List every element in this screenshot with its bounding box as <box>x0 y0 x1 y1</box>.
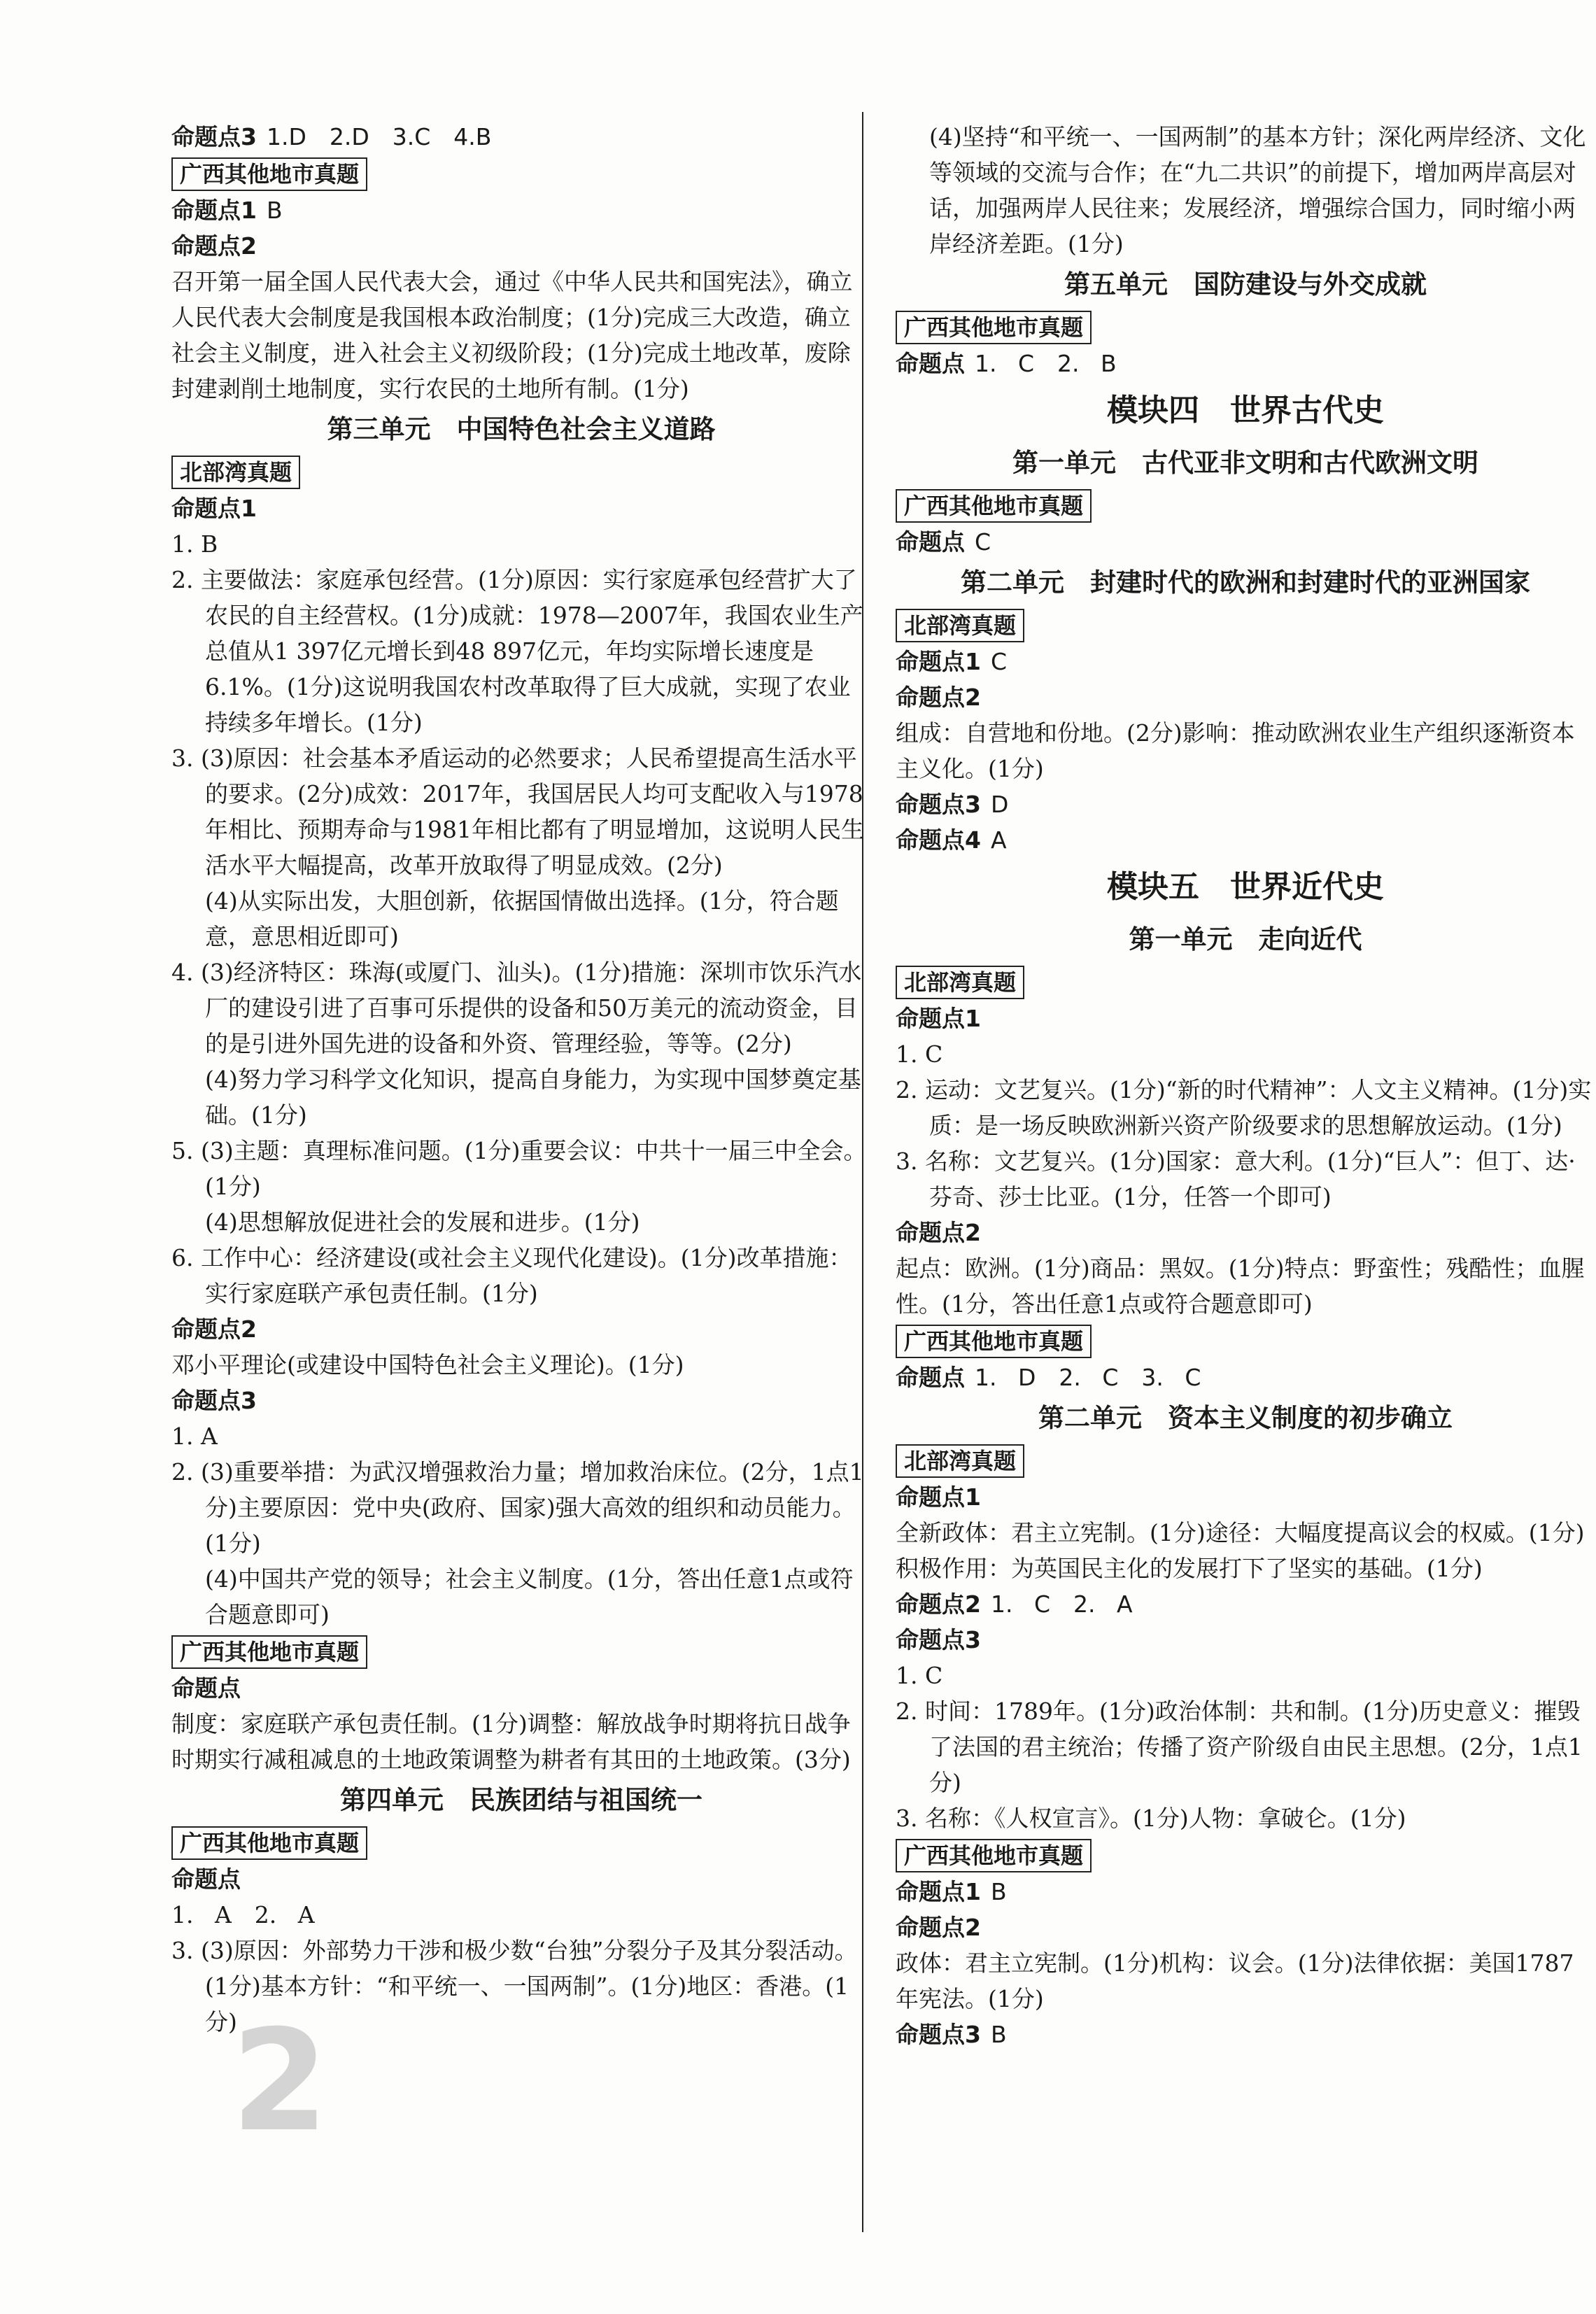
point-label: 命题点1 <box>171 495 257 522</box>
answer: C <box>975 528 991 556</box>
section-badge: 广西其他地市真题 <box>171 157 367 191</box>
point-label: 命题点2 <box>896 1914 981 1941</box>
unit-title: 第三单元 中国特色社会主义道路 <box>327 414 716 444</box>
answer-text: 起点：欧洲。(1分)商品：黑奴。(1分)特点：野蛮性；残酷性；血腥性。(1分，答出任意1点或符合题意即可) <box>896 1255 1585 1318</box>
answer-text: 召开第一届全国人民代表大会，通过《中华人民共和国宪法》，确立人民代表大会制度是我国根本政治制度；(1分)完成三大改造，确立社会主义制度，进入社会主义初级阶段；(1分)完成土地改革，废除封建剥削土地制度，实行农民的土地所有制。(1分) <box>171 268 853 402</box>
right-column <box>896 119 1595 2052</box>
answer-item: 1. B <box>171 530 218 558</box>
section-badge: 广西其他地市真题 <box>171 1826 367 1860</box>
answer: 1. C 2. B <box>975 350 1117 377</box>
answer-item: 1. C <box>896 1662 943 1689</box>
point-label: 命题点 <box>896 350 965 377</box>
answer-text: 制度：家庭联产承包责任制。(1分)调整：解放战争时期将抗日战争时期实行减租减息的土地政策调整为耕者有其田的土地政策。(3分) <box>171 1710 851 1773</box>
module-title: 模块四 世界古代史 <box>1107 393 1384 428</box>
left-column <box>171 119 871 2040</box>
point-label: 命题点1 <box>171 197 257 224</box>
answer-item: 4. (3)经济特区：珠海(或厦门、汕头)。(1分)措施：深圳市饮乐汽水厂的建设引进了百事可乐提供的设备和50万美元的流动资金，目的是引进外国先进的设备和外资、管理经验，等等。(2分) <box>171 959 862 1057</box>
section-badge: 广西其他地市真题 <box>896 489 1092 523</box>
point-label: 命题点 <box>896 528 965 556</box>
answer: 1.D 2.D 3.C 4.B <box>266 123 492 150</box>
answer-subitem: (4)思想解放促进社会的发展和进步。(1分) <box>205 1208 640 1236</box>
answer-text: 全新政体：君主立宪制。(1分)途径：大幅度提高议会的权威。(1分)积极作用：为英国民主化的发展打下了坚实的基础。(1分) <box>896 1519 1585 1582</box>
answer: B <box>990 2021 1007 2048</box>
point-label: 命题点1 <box>896 648 981 675</box>
answer-item: 1. A 2. A <box>171 1901 315 1928</box>
answer-item: 2. (3)重要举措：为武汉增强救治力量；增加救治床位。(2分，1点1分)主要原因：党中央(政府、国家)强大高效的组织和动员能力。(1分) <box>171 1458 864 1557</box>
answer-item: 5. (3)主题：真理标准问题。(1分)重要会议：中共十一届三中全会。(1分) <box>171 1137 867 1200</box>
point-label: 命题点3 <box>896 2021 981 2048</box>
answer-item: 3. 名称：《人权宣言》。(1分)人物：拿破仑。(1分) <box>896 1805 1406 1832</box>
unit-title: 第一单元 走向近代 <box>1129 924 1362 954</box>
section-badge: 广西其他地市真题 <box>896 1325 1092 1358</box>
unit-title: 第五单元 国防建设与外交成就 <box>1064 269 1427 299</box>
section-badge: 广西其他地市真题 <box>896 1839 1092 1872</box>
answer-subitem: (4)坚持“和平统一、一国两制”的基本方针；深化两岸经济、文化等领域的交流与合作；在“九二共识”的前提下，增加两岸高层对话，加强两岸人民往来；发展经济，增强综合国力，同时缩小两岸经济差距。(1分) <box>929 123 1586 257</box>
point-label: 命题点 <box>171 1674 241 1702</box>
answer-item: 1. A <box>171 1423 218 1450</box>
answer: A <box>990 826 1007 854</box>
unit-title: 第一单元 古代亚非文明和古代欧洲文明 <box>1012 448 1478 478</box>
answer-item: 3. (3)原因：外部势力干涉和极少数“台独”分裂分子及其分裂活动。(1分)基本方针：“和平统一、一国两制”。(1分)地区：香港。(1分) <box>171 1937 858 2036</box>
answer: C <box>990 648 1008 675</box>
unit-title: 第二单元 封建时代的欧洲和封建时代的亚洲国家 <box>961 567 1530 598</box>
answer-item: 3. (3)原因：社会基本矛盾运动的必然要求；人民希望提高生活水平的要求。(2分)成效：2017年，我国居民人均可支配收入与1978年相比、预期寿命与1981年相比都有了明显增加，这说明人民生活水平大幅提高，改革开放取得了明显成效。(2分) <box>171 745 864 879</box>
answer: B <box>266 197 283 224</box>
unit-title: 第四单元 民族团结与祖国统一 <box>340 1785 702 1815</box>
point-label: 命题点1 <box>896 1005 981 1032</box>
point-label: 命题点2 <box>896 684 981 711</box>
section-badge: 北部湾真题 <box>171 456 300 489</box>
point-label: 命题点3 <box>896 1626 981 1653</box>
answer-item: 6. 工作中心：经济建设(或社会主义现代化建设)。(1分)改革措施：实行家庭联产承包责任制。(1分) <box>171 1244 852 1307</box>
section-badge: 广西其他地市真题 <box>171 1635 367 1669</box>
point-label: 命题点4 <box>896 826 981 854</box>
answer: 1. D 2. C 3. C <box>975 1364 1201 1391</box>
point-label: 命题点3 <box>171 1387 257 1414</box>
answer-subitem: (4)中国共产党的领导；社会主义制度。(1分，答出任意1点或符合题意即可) <box>205 1565 854 1628</box>
answer-text: 邓小平理论(或建设中国特色社会主义理论)。(1分) <box>171 1351 684 1378</box>
answer-subitem: (4)努力学习科学文化知识，提高自身能力，为实现中国梦奠定基础。(1分) <box>205 1066 861 1129</box>
module-title: 模块五 世界近代史 <box>1107 869 1384 905</box>
answer: D <box>990 791 1009 818</box>
answer-item: 2. 主要做法：家庭承包经营。(1分)原因：实行家庭承包经营扩大了农民的自主经营权。(1分)成就：1978—2007年，我国农业生产总值从1 397亿元增长到48 897亿元，年均实际增长速度是6.1%。(1分)这说明我国农村改革取得了巨大成就，实现了农业持续多年增长。(1分) <box>171 566 863 736</box>
section-badge: 北部湾真题 <box>896 966 1024 999</box>
point-label: 命题点2 <box>896 1219 981 1246</box>
answer: 1. C 2. A <box>990 1590 1133 1618</box>
point-label: 命题点1 <box>896 1878 981 1905</box>
answer: B <box>990 1878 1007 1905</box>
answer-subitem: (4)从实际出发，大胆创新，依据国情做出选择。(1分，符合题意，意思相近即可) <box>205 887 839 950</box>
point-label: 命题点 <box>896 1364 965 1391</box>
answer-item: 2. 时间：1789年。(1分)政治体制：共和制。(1分)历史意义：摧毁了法国的君主统治；传播了资产阶级自由民主思想。(2分，1点1分) <box>896 1698 1583 1796</box>
point-label: 命题点2 <box>896 1590 981 1618</box>
point-label: 命题点2 <box>171 1315 257 1343</box>
answer-text: 政体：君主立宪制。(1分)机构：议会。(1分)法律依据：美国1787年宪法。(1分) <box>896 1949 1574 2012</box>
section-badge: 北部湾真题 <box>896 609 1024 642</box>
answer-item: 3. 名称：文艺复兴。(1分)国家：意大利。(1分)“巨人”：但丁、达·芬奇、莎士比亚。(1分，任答一个即可) <box>896 1148 1576 1211</box>
point-label: 命题点3 <box>896 791 981 818</box>
answer-item: 2. 运动：文艺复兴。(1分)“新的时代精神”：人文主义精神。(1分)实质：是一场反映欧洲新兴资产阶级要求的思想解放运动。(1分) <box>896 1076 1592 1139</box>
page-number: 2 <box>231 2000 329 2163</box>
answer-item: 1. C <box>896 1040 943 1068</box>
point-label: 命题点 <box>171 1865 241 1893</box>
unit-title: 第二单元 资本主义制度的初步确立 <box>1038 1403 1453 1433</box>
answer-text: 组成：自营地和份地。(2分)影响：推动欧洲农业生产组织逐渐资本主义化。(1分) <box>896 719 1575 782</box>
section-badge: 北部湾真题 <box>896 1444 1024 1478</box>
section-badge: 广西其他地市真题 <box>896 311 1092 344</box>
point-label: 命题点1 <box>896 1483 981 1511</box>
point-label: 命题点2 <box>171 232 257 260</box>
point-label: 命题点3 <box>171 123 257 150</box>
